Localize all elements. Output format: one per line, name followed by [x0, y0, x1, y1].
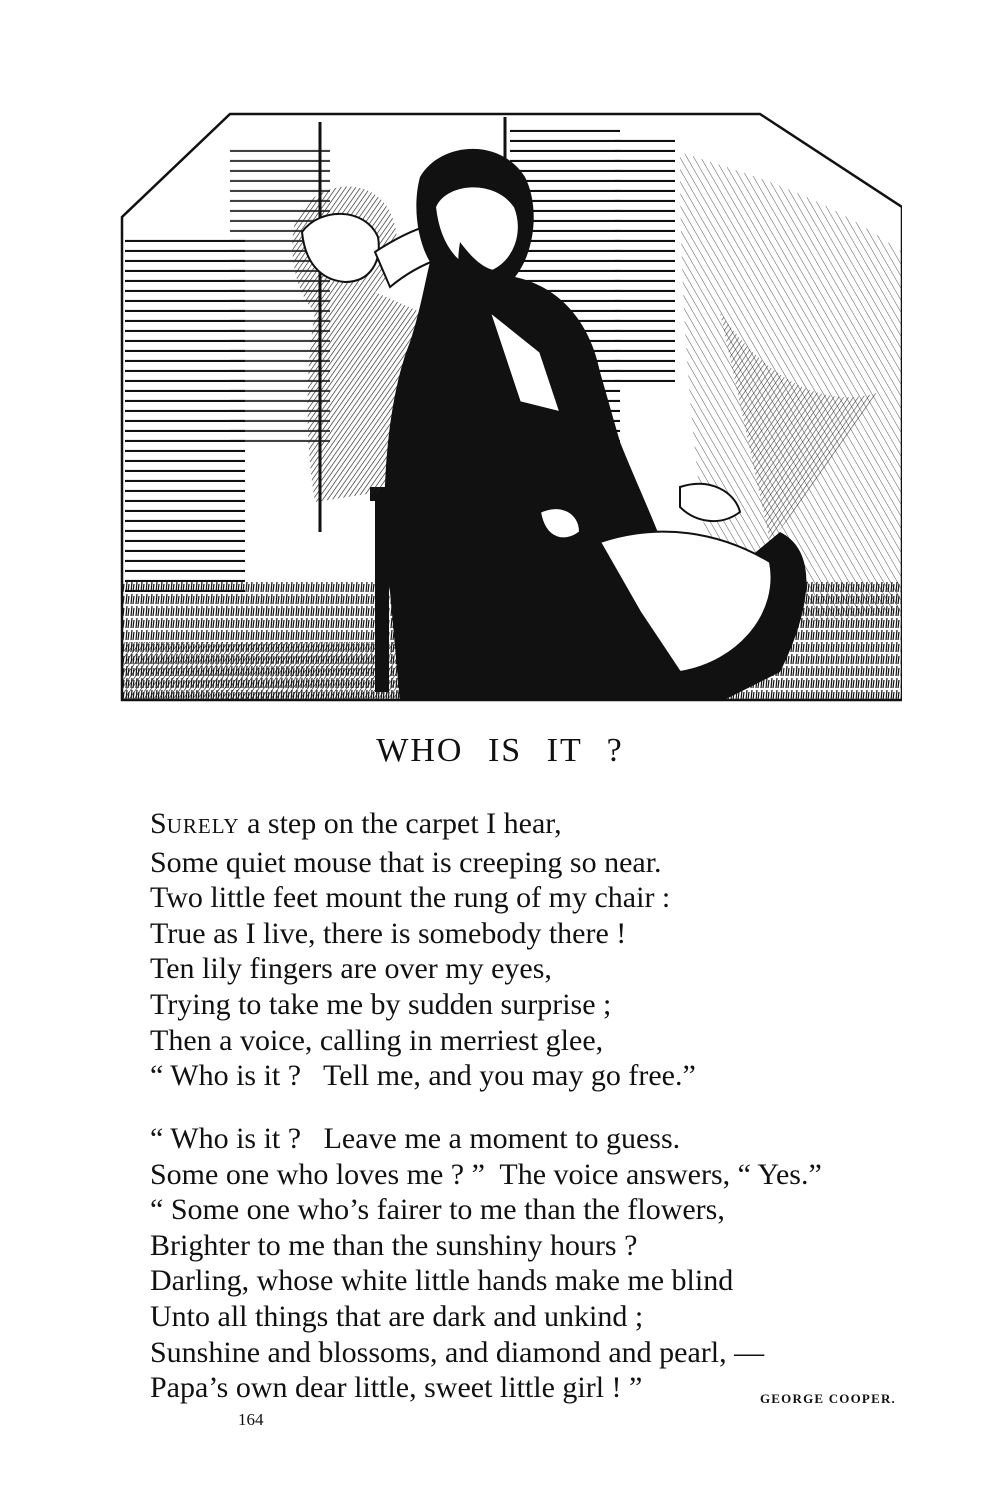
stanza-2	[150, 1121, 822, 1406]
poem-line: True as I live, there is somebody there !	[150, 916, 627, 950]
page-number: 164	[238, 1410, 264, 1429]
line-text: a step on the carpet I hear,	[239, 807, 562, 840]
stanza-1	[150, 806, 696, 1094]
small-caps-word: URELY	[166, 814, 240, 838]
illustration	[120, 112, 902, 702]
poem-line: Brighter to me than the sunshiny hours ?	[150, 1228, 638, 1262]
poem-line: “ Who is it ? Tell me, and you may go free.”	[150, 1059, 696, 1093]
poem-line: “ Who is it ? Leave me a moment to guess.	[150, 1122, 681, 1155]
poem-line: Two little feet mount the rung of my chair :	[150, 881, 671, 915]
drop-initial: S	[150, 807, 167, 840]
poem-line: Darling, whose white little hands make me blind	[150, 1264, 734, 1298]
poem-line: Ten lily fingers are over my eyes,	[150, 952, 552, 986]
poem-line	[150, 806, 696, 845]
engraving-image	[120, 112, 902, 702]
poem-line: Unto all things that are dark and unkind ;	[150, 1299, 644, 1333]
poem-line: Papa’s own dear little, sweet little girl ! ”	[150, 1371, 643, 1405]
poem-line: Some one who loves me ? ” The voice answers, “ Yes.”	[150, 1157, 822, 1191]
poem-line: Trying to take me by sudden surprise ;	[150, 987, 612, 1021]
poem-line: “ Some one who’s fairer to me than the flowers,	[150, 1193, 725, 1227]
poem-title: WHO IS IT ?	[376, 732, 624, 769]
poem-line: Some quiet mouse that is creeping so near.	[150, 845, 662, 879]
poem-line: Sunshine and blossoms, and diamond and pearl, —	[150, 1335, 765, 1369]
poem-line: Then a voice, calling in merriest glee,	[150, 1023, 604, 1057]
author-attribution: GEORGE COOPER.	[760, 1391, 896, 1406]
